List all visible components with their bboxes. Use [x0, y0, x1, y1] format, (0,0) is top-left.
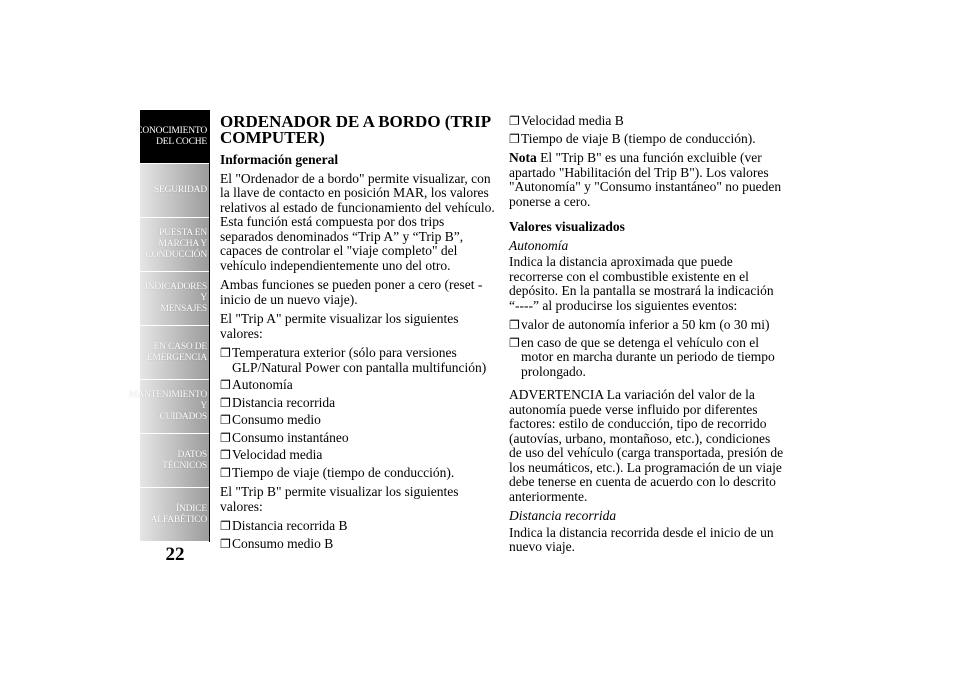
subtitle-informacion-general: Información general: [220, 152, 339, 167]
list-item-text: Autonomía: [232, 377, 293, 392]
tab-conocimiento-del-coche[interactable]: [136, 110, 210, 163]
list-item: [220, 396, 495, 411]
tab-label: MANTENIMIENTO Y CUIDADOS: [129, 390, 207, 422]
list-item-text: Tiempo de viaje B (tiempo de conducción).: [521, 130, 756, 146]
paragraph: El "Ordenador de a bordo" permite visualizar, con la llave de contacto en posición MAR, los valores relativos al estado de funcionamiento del vehículo. Esta función está compuesta por dos trips separados denominados “Trip A” y “Trip B”, capaces de controlar el "viaje completo" del vehículo independientemente uno del otro.: [220, 170, 495, 273]
paragraph: Ambas funciones se pueden poner a cero (reset - inicio de un nuevo viaje).: [220, 277, 483, 307]
list-item-text: Velocidad media: [232, 447, 323, 462]
list-item-text: Tiempo de viaje (tiempo de conducción).: [232, 464, 455, 480]
list-item-text: Distancia recorrida: [232, 394, 336, 410]
list-item-text: Velocidad media B: [521, 113, 624, 128]
section-sidebar: [129, 110, 210, 542]
checkbox-icon: ❐: [220, 413, 231, 427]
tab-label: CONOCIMIENTO DEL COCHE: [136, 125, 207, 147]
list-item-text: Consumo instantáneo: [232, 429, 349, 445]
list-item-text: Temperatura exterior (sólo para versiones GLP/Natural Power con pantalla multifunción): [232, 345, 487, 375]
tab-label: DATOS TÉCNICOS: [162, 449, 207, 471]
checkbox-icon: ❐: [509, 318, 520, 332]
tab-label: ÍNDICE ALFABÉTICO: [150, 503, 207, 525]
checkbox-icon: ❐: [509, 131, 520, 146]
list-item: [509, 114, 784, 129]
list-item: [220, 378, 495, 393]
paragraph: Indica la distancia aproximada que puede recorrerse con el combustible existente en el depósito. En la pantalla se mostrará la indicación “----” al producirse los siguientes eventos:: [509, 254, 774, 313]
checkbox-icon: ❐: [220, 430, 231, 445]
list-item: [220, 537, 495, 552]
note-paragraph: [509, 151, 784, 209]
list-item-text: valor de autonomía inferior a 50 km (o 30 mi): [521, 317, 770, 332]
column-right: [509, 114, 784, 560]
events-list: [509, 318, 784, 379]
tab-label: PUESTA EN MARCHA Y CONDUCCIÓN: [145, 228, 207, 260]
trip-b-list: [220, 519, 495, 551]
paragraph: El "Trip B" permite visualizar los siguientes valores:: [220, 484, 459, 514]
tab-label: SEGURIDAD: [153, 185, 207, 195]
paragraph: El "Trip A" permite visualizar los siguientes valores:: [220, 311, 459, 341]
section-title-valores-visualizados: Valores visualizados: [509, 219, 625, 234]
list-item: [509, 132, 784, 147]
tab-mantenimiento-y-cuidados[interactable]: [129, 380, 210, 433]
checkbox-icon: ❐: [509, 114, 520, 128]
tab-label: EN CASO DE EMERGENCIA: [146, 341, 207, 363]
page-number: 22: [165, 544, 185, 565]
tab-seguridad[interactable]: [140, 164, 210, 217]
column-left: [220, 114, 495, 556]
list-item-text: en caso de que se detenga el vehículo con el motor en marcha durante un periodo de tiempo prolongado.: [521, 334, 775, 379]
checkbox-icon: ❐: [220, 395, 231, 410]
list-item: [220, 466, 495, 481]
list-item-text: Distancia recorrida B: [232, 518, 348, 533]
tab-datos-tecnicos[interactable]: [140, 434, 210, 487]
paragraph: Indica la distancia recorrida desde el inicio de un nuevo viaje.: [509, 524, 774, 554]
note-lead: Nota: [509, 150, 537, 165]
checkbox-icon: ❐: [220, 448, 231, 462]
list-item: [220, 346, 495, 375]
checkbox-icon: ❐: [220, 536, 231, 551]
list-item-text: Consumo medio B: [232, 535, 334, 551]
tab-indice-alfabetico[interactable]: [140, 488, 210, 541]
checkbox-icon: ❐: [220, 346, 231, 360]
checkbox-icon: ❐: [509, 335, 520, 350]
subheading-autonomia: Autonomía: [509, 237, 569, 253]
list-item: [220, 519, 495, 534]
list-item: [509, 318, 784, 333]
trip-a-list: [220, 346, 495, 480]
note-text: El "Trip B" es una función excluible (ver apartado "Habilitación del Trip B"). Los valores "Autonomía" y "Consumo instantáneo" no pueden ponerse a cero.: [509, 150, 782, 209]
list-item: [220, 448, 495, 463]
warning-paragraph: ADVERTENCIA La variación del valor de la autonomía puede verse influido por diferentes factores: estilo de conducción, tipo de recorrido (autovías, urbano, montañoso, etc.), condiciones de uso del vehículo (carga transportada, presión de los neumáticos, etc.). La programación de un viaje debe tenerse en cuenta de acuerdo con lo descrito anteriormente.: [509, 387, 784, 504]
tab-puesta-en-marcha[interactable]: [140, 218, 210, 271]
page-title: ORDENADOR DE A BORDO (TRIP COMPUTER): [220, 112, 491, 147]
tab-en-caso-de-emergencia[interactable]: [140, 326, 210, 379]
checkbox-icon: ❐: [220, 465, 231, 480]
list-item: [220, 431, 495, 446]
checkbox-icon: ❐: [220, 519, 231, 533]
list-item: [509, 336, 784, 380]
list-item: [220, 413, 495, 428]
subheading-distancia-recorrida: Distancia recorrida: [509, 508, 617, 523]
tab-indicadores-y-mensajes[interactable]: [140, 272, 210, 325]
list-item-text: Consumo medio: [232, 412, 321, 427]
tab-label: INDICADORES Y MENSAJES: [144, 282, 207, 314]
trip-b-list-continued: [509, 114, 784, 146]
checkbox-icon: ❐: [220, 378, 231, 392]
